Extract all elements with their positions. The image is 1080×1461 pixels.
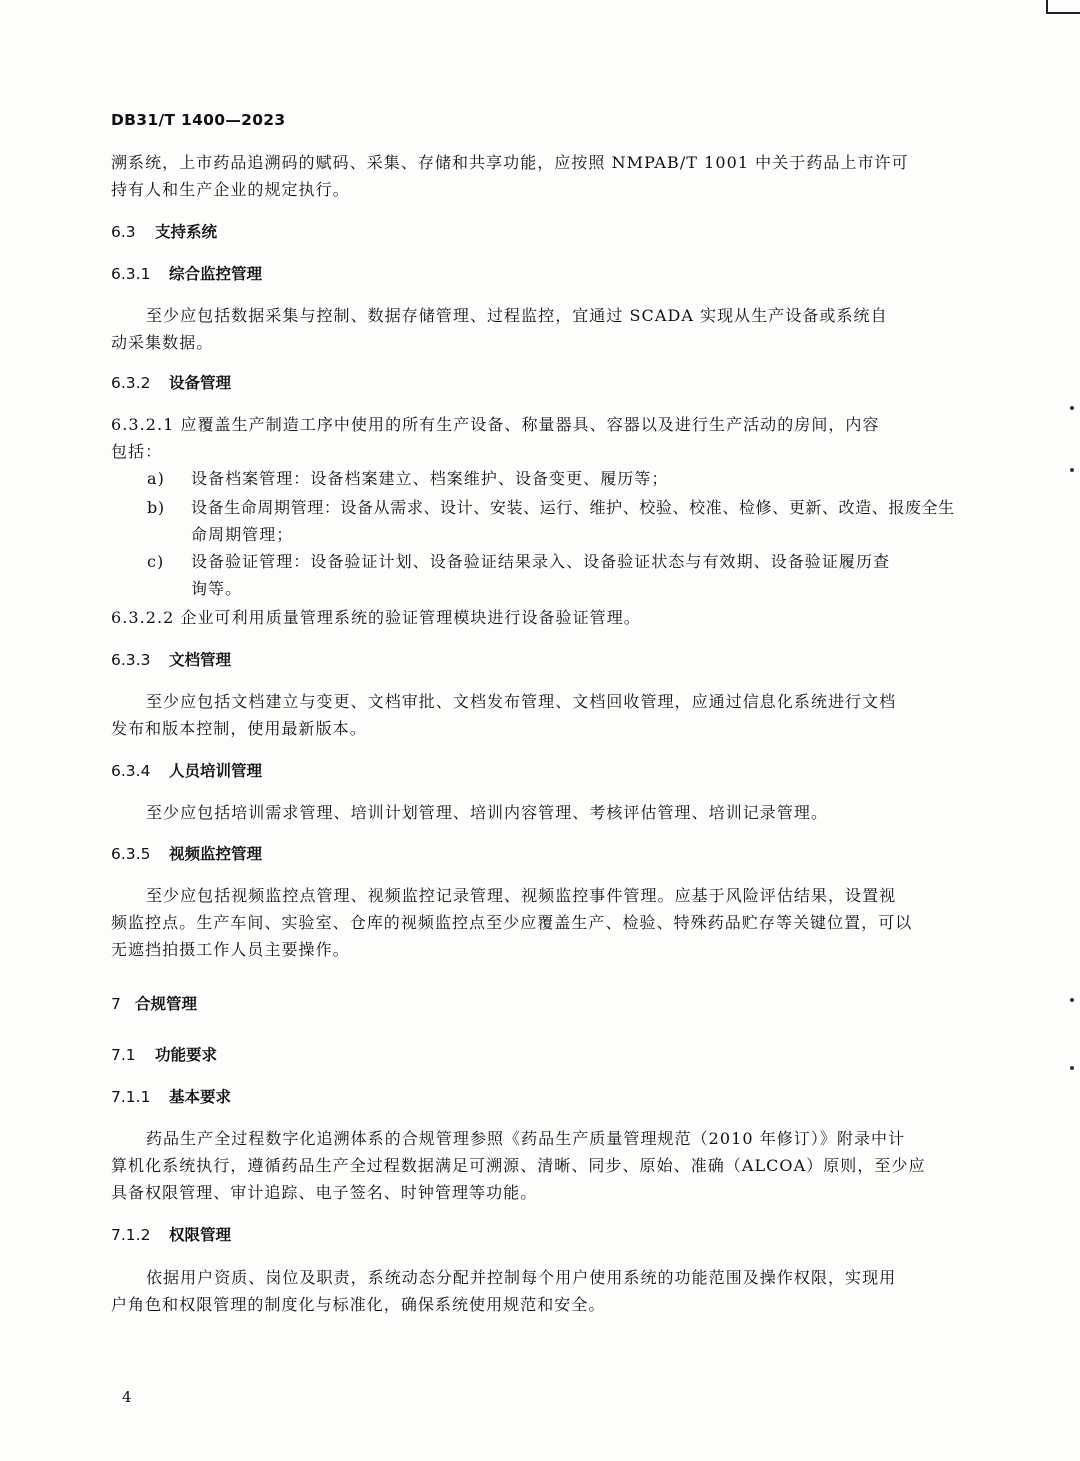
paragraph-line: 至少应包括数据采集与控制、数据存储管理、过程监控，宜通过 SCADA 实现从生产设备或系统自	[146, 306, 888, 325]
section-title: 支持系统	[155, 223, 218, 241]
clause-line: 6.3.2.2 企业可利用质量管理系统的验证管理模块进行设备验证管理。	[111, 608, 641, 627]
scan-dot	[1070, 1066, 1074, 1070]
subsection-heading	[111, 842, 262, 864]
list-item-c	[147, 548, 890, 575]
list-item-b	[147, 494, 955, 521]
section-title: 功能要求	[155, 1046, 218, 1064]
section-title: 人员培训管理	[169, 762, 263, 780]
section-number: 6.3.1	[111, 265, 151, 283]
section-number: 7.1.2	[111, 1226, 151, 1244]
paragraph-line: 算机化系统执行，遵循药品生产全过程数据满足可溯源、清晰、同步、原始、准确（ALCOA）原则，至少应	[111, 1156, 926, 1175]
section-title: 综合监控管理	[169, 265, 263, 283]
section-number: 6.3	[111, 223, 136, 241]
paragraph-line: 发布和版本控制，使用最新版本。	[111, 719, 367, 738]
paragraph-line: 持有人和生产企业的规定执行。	[111, 180, 350, 199]
section-heading	[111, 1043, 217, 1065]
section-title: 视频监控管理	[169, 845, 263, 863]
clause-line: 包括：	[111, 442, 163, 461]
paragraph-line: 至少应包括培训需求管理、培训计划管理、培训内容管理、考核评估管理、培训记录管理。	[146, 803, 829, 822]
subsection-heading	[111, 1085, 231, 1107]
section-number: 6.3.5	[111, 845, 151, 863]
page-number: 4	[122, 1388, 132, 1406]
section-title: 合规管理	[135, 995, 198, 1013]
section-number: 6.3.4	[111, 762, 151, 780]
paragraph-line: 动采集数据。	[111, 333, 214, 352]
scan-dot	[1070, 468, 1074, 472]
section-number: 7.1	[111, 1046, 136, 1064]
section-title: 基本要求	[169, 1088, 232, 1106]
paragraph-line: 至少应包括视频监控点管理、视频监控记录管理、视频监控事件管理。应基于风险评估结果，设置视	[146, 886, 897, 905]
list-item-label: a)	[147, 469, 165, 488]
scan-edge-mark-top	[1046, 12, 1080, 14]
list-item-label: b)	[147, 498, 165, 517]
subsection-heading	[111, 648, 231, 670]
standard-code: DB31/T 1400—2023	[111, 111, 286, 129]
list-item-text: 设备验证管理：设备验证计划、设备验证结果录入、设备验证状态与有效期、设备验证履历查	[191, 552, 891, 571]
subsection-heading	[111, 262, 262, 284]
paragraph-line: 至少应包括文档建立与变更、文档审批、文档发布管理、文档回收管理，应通过信息化系统进行文档	[146, 692, 897, 711]
list-item-label: c)	[147, 552, 165, 571]
list-item-a	[147, 465, 668, 492]
subsection-heading	[111, 371, 231, 393]
paragraph-line: 具备权限管理、审计追踪、电子签名、时钟管理等功能。	[111, 1183, 538, 1202]
paragraph-line: 溯系统，上市药品追溯码的赋码、采集、存储和共享功能，应按照 NMPAB/T 1001 中关于药品上市许可	[111, 153, 909, 172]
list-item-continuation: 命周期管理；	[191, 525, 294, 544]
subsection-heading	[111, 759, 262, 781]
section-title: 文档管理	[169, 651, 232, 669]
paragraph-line: 药品生产全过程数字化追溯体系的合规管理参照《药品生产质量管理规范（2010 年修订）》附录中计	[146, 1129, 906, 1148]
subsection-heading	[111, 1223, 231, 1245]
section-number: 6.3.2	[111, 374, 151, 392]
list-item-continuation: 询等。	[191, 579, 243, 598]
paragraph-line: 频监控点。生产车间、实验室、仓库的视频监控点至少应覆盖生产、检验、特殊药品贮存等关键位置，可以	[111, 913, 913, 932]
section-number: 6.3.3	[111, 651, 151, 669]
paragraph-line: 户角色和权限管理的制度化与标准化，确保系统使用规范和安全。	[111, 1295, 606, 1314]
list-item-text: 设备生命周期管理：设备从需求、设计、安装、运行、维护、校验、校准、检修、更新、改造、报废全生	[191, 498, 955, 517]
section-number: 7	[111, 995, 121, 1013]
scan-dot	[1070, 406, 1074, 410]
chapter-heading	[111, 992, 197, 1014]
section-number: 7.1.1	[111, 1088, 151, 1106]
scan-dot	[1070, 998, 1074, 1002]
section-title: 设备管理	[169, 374, 232, 392]
paragraph-line: 无遮挡拍摄工作人员主要操作。	[111, 940, 350, 959]
list-item-text: 设备档案管理：设备档案建立、档案维护、设备变更、履历等；	[191, 469, 669, 488]
section-heading	[111, 220, 217, 242]
clause-line: 6.3.2.1 应覆盖生产制造工序中使用的所有生产设备、称量器具、容器以及进行生产活动的房间，内容	[111, 415, 880, 434]
section-title: 权限管理	[169, 1226, 232, 1244]
paragraph-line: 依据用户资质、岗位及职责，系统动态分配并控制每个用户使用系统的功能范围及操作权限，实现用	[146, 1268, 897, 1287]
